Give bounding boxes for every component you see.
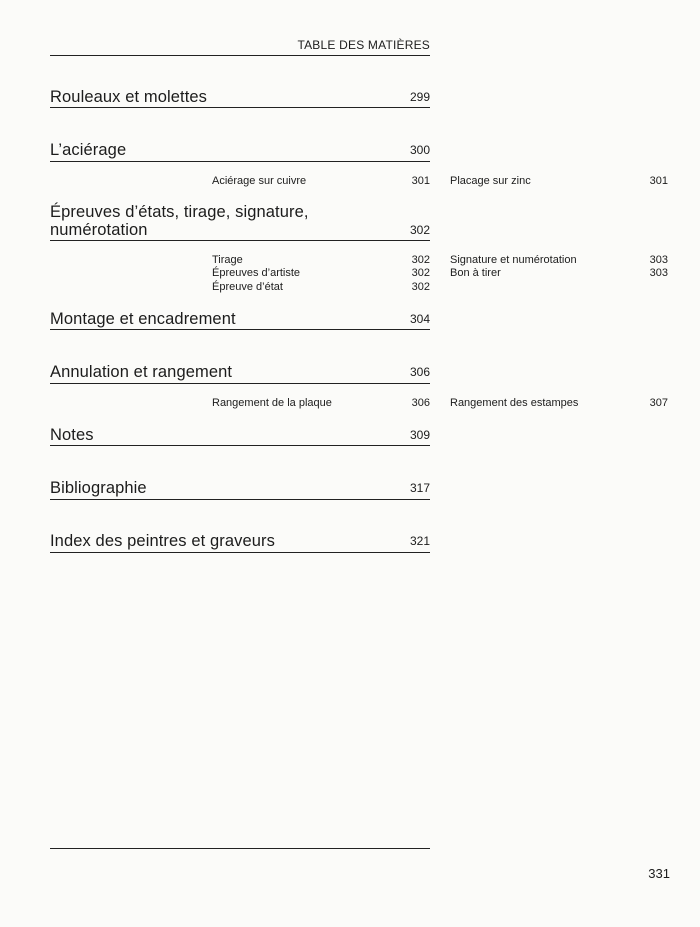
toc-section-acierage xyxy=(50,141,430,159)
section-rule xyxy=(50,499,430,500)
subentry-label: Rangement des estampes xyxy=(450,397,579,409)
toc-section-notes xyxy=(50,426,430,444)
subentry-page-number: 301 xyxy=(411,175,430,187)
subentry-label: Bon à tirer xyxy=(450,267,501,280)
section-rule xyxy=(50,383,430,384)
subentry xyxy=(212,281,430,294)
running-head-rule xyxy=(50,55,430,56)
section-page-number: 309 xyxy=(409,428,430,442)
subentry-page-number: 302 xyxy=(411,280,430,293)
section-title: Annulation et rangement xyxy=(50,363,233,381)
toc-section-index xyxy=(50,532,430,550)
subentry xyxy=(450,267,668,280)
subentry-label: Épreuves d’artiste xyxy=(212,267,301,280)
toc-section-montage xyxy=(50,310,430,328)
section-page-number: 306 xyxy=(409,365,430,379)
subentry xyxy=(212,254,430,267)
section-title-line: numérotation xyxy=(50,221,148,239)
page-number: 331 xyxy=(648,866,670,881)
section-title: Montage et encadrement xyxy=(50,310,236,328)
footer-rule xyxy=(50,848,430,849)
subentry-label: Placage sur zinc xyxy=(450,175,531,187)
subentry-label: Signature et numérotation xyxy=(450,254,577,266)
section-title: Index des peintres et graveurs xyxy=(50,532,275,550)
running-head: TABLE DES MATIÈRES xyxy=(297,38,430,52)
subentry xyxy=(212,175,430,188)
subentry-label: Épreuve d’état xyxy=(212,280,283,293)
subentry-page-number: 301 xyxy=(649,175,668,187)
subentry-page-number: 302 xyxy=(411,267,430,280)
subentry xyxy=(450,397,668,410)
subentry-page-number: 303 xyxy=(649,254,668,266)
section-title-line: Épreuves d’états, tirage, signature, xyxy=(50,203,309,221)
subentries-left xyxy=(212,175,430,188)
section-page-number: 300 xyxy=(409,143,430,157)
subentries-left xyxy=(212,397,430,410)
section-rule xyxy=(50,240,430,241)
section-page-number: 299 xyxy=(409,90,430,104)
subentries-right xyxy=(450,254,668,281)
section-rule xyxy=(50,445,430,446)
subentry xyxy=(450,254,668,267)
section-rule xyxy=(50,107,430,108)
subentry-page-number: 302 xyxy=(411,254,430,266)
subentry xyxy=(450,175,668,188)
subentry-label: Tirage xyxy=(212,254,243,266)
toc-section-annulation xyxy=(50,363,430,381)
section-page-number: 304 xyxy=(409,312,430,326)
section-rule xyxy=(50,329,430,330)
subentry-page-number: 306 xyxy=(411,397,430,409)
section-rule xyxy=(50,161,430,162)
toc-section-bibliographie xyxy=(50,479,430,497)
subentry-label: Rangement de la plaque xyxy=(212,397,332,409)
section-title: Notes xyxy=(50,426,94,444)
subentries-right xyxy=(450,175,668,188)
subentry-page-number: 303 xyxy=(649,267,668,280)
subentries-right xyxy=(450,397,668,410)
toc-section-rouleaux xyxy=(50,88,430,106)
section-title: Rouleaux et molettes xyxy=(50,88,208,106)
section-rule xyxy=(50,552,430,553)
section-page-number: 317 xyxy=(409,481,430,495)
subentry xyxy=(212,267,430,280)
section-page-number: 321 xyxy=(409,534,430,548)
toc-section-epreuves xyxy=(50,203,430,239)
subentry-label: Aciérage sur cuivre xyxy=(212,175,307,187)
section-title: Bibliographie xyxy=(50,479,147,497)
section-title: L’aciérage xyxy=(50,141,127,159)
subentry xyxy=(212,397,430,410)
subentry-page-number: 307 xyxy=(649,397,668,409)
section-page-number: 302 xyxy=(409,223,430,237)
subentries-left xyxy=(212,254,430,294)
